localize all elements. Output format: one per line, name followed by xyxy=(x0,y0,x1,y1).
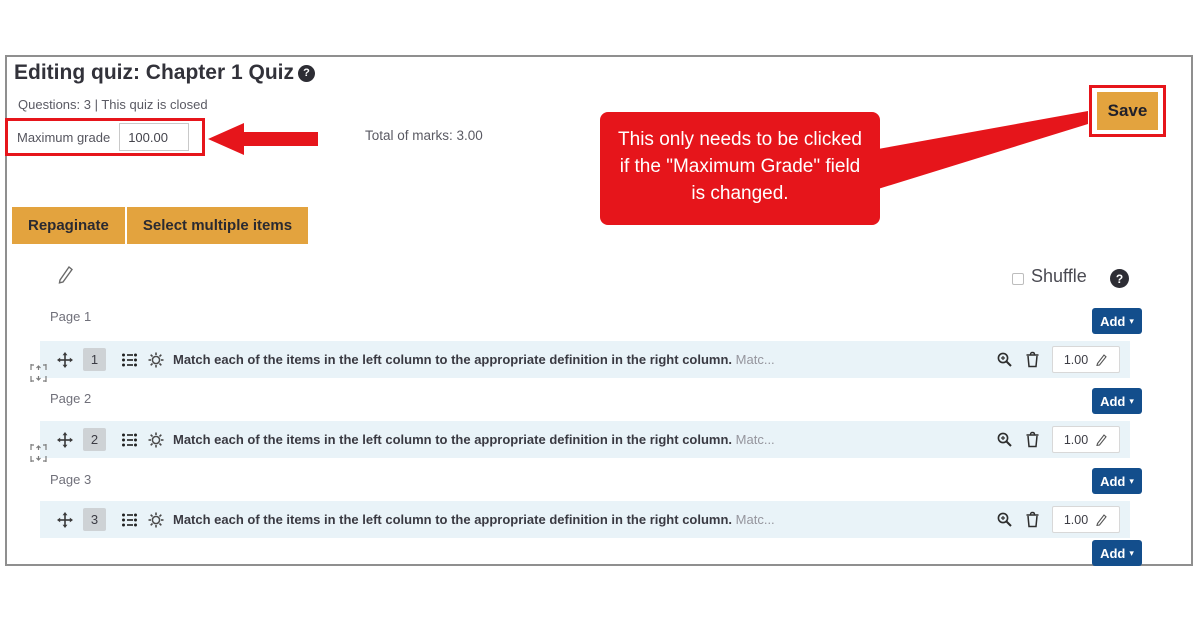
max-grade-input[interactable] xyxy=(119,123,189,151)
quiz-status-text: Questions: 3 | This quiz is closed xyxy=(18,97,208,112)
max-grade-label: Maximum grade xyxy=(17,129,111,145)
chevron-down-icon: ▾ xyxy=(1129,315,1134,326)
total-marks-text: Total of marks: 3.00 xyxy=(365,128,483,143)
move-question-icon[interactable] xyxy=(57,352,73,368)
page-1-label: Page 1 xyxy=(50,309,92,324)
edit-marks-pencil-icon xyxy=(1095,353,1108,366)
quiz-toolbar xyxy=(12,207,308,244)
question-link[interactable] xyxy=(173,352,775,367)
question-link[interactable] xyxy=(173,512,775,527)
question-number-badge: 2 xyxy=(83,428,106,451)
annotation-callout: This only needs to be clicked if the "Maximum Grade" field is changed. xyxy=(600,112,880,225)
add-button-page-3[interactable] xyxy=(1092,468,1142,494)
question-text: Match each of the items in the left column to the appropriate definition in the right column. xyxy=(173,432,733,447)
chevron-down-icon: ▾ xyxy=(1129,475,1134,486)
question-text-trail: Matc... xyxy=(735,512,775,527)
delete-question-button[interactable] xyxy=(1025,431,1040,448)
question-menu-icon[interactable] xyxy=(121,432,138,448)
question-marks-value: 1.00 xyxy=(1063,352,1089,367)
delete-question-button[interactable] xyxy=(1025,351,1040,368)
add-button-label: Add xyxy=(1100,313,1126,329)
question-marks-box[interactable] xyxy=(1052,426,1120,453)
add-button-label: Add xyxy=(1100,473,1126,489)
save-highlight-box xyxy=(1089,85,1166,137)
question-menu-icon[interactable] xyxy=(121,352,138,368)
edit-marks-pencil-icon xyxy=(1095,513,1108,526)
magnifier-icon xyxy=(996,511,1013,528)
add-button-label: Add xyxy=(1100,393,1126,409)
chevron-down-icon: ▾ xyxy=(1129,547,1134,558)
red-left-arrow-annotation xyxy=(206,121,320,157)
question-marks-box[interactable] xyxy=(1052,506,1120,533)
question-link[interactable] xyxy=(173,432,775,447)
question-text: Match each of the items in the left column to the appropriate definition in the right column. xyxy=(173,352,733,367)
add-button-page-2[interactable] xyxy=(1092,388,1142,414)
question-number-badge: 1 xyxy=(83,348,106,371)
callout-tail xyxy=(872,103,1092,193)
move-question-icon[interactable] xyxy=(57,512,73,528)
preview-question-button[interactable] xyxy=(996,351,1013,368)
question-text: Match each of the items in the left column to the appropriate definition in the right column. xyxy=(173,512,733,527)
shuffle-help-icon[interactable]: ? xyxy=(1110,269,1129,288)
gear-icon[interactable] xyxy=(148,512,164,528)
question-row-2 xyxy=(40,421,1130,458)
max-grade-highlight-box xyxy=(5,118,205,156)
question-number-badge: 3 xyxy=(83,508,106,531)
question-marks-value: 1.00 xyxy=(1063,432,1089,447)
chevron-down-icon: ▾ xyxy=(1129,395,1134,406)
page-title-text: Editing quiz: Chapter 1 Quiz xyxy=(14,61,294,84)
page-break-icon[interactable] xyxy=(29,442,48,464)
question-row-1 xyxy=(40,341,1130,378)
trash-icon xyxy=(1025,351,1040,368)
title-help-icon[interactable]: ? xyxy=(298,65,315,82)
add-button-end[interactable] xyxy=(1092,540,1142,566)
gear-icon[interactable] xyxy=(148,432,164,448)
repaginate-button[interactable]: Repaginate xyxy=(12,207,125,244)
trash-icon xyxy=(1025,511,1040,528)
page-break-icon[interactable] xyxy=(29,362,48,384)
save-button[interactable]: Save xyxy=(1097,92,1158,130)
page-title xyxy=(14,61,315,85)
page-3-label: Page 3 xyxy=(50,472,92,487)
magnifier-icon xyxy=(996,351,1013,368)
page-2-label: Page 2 xyxy=(50,391,92,406)
shuffle-checkbox[interactable] xyxy=(1012,273,1024,285)
question-row-3 xyxy=(40,501,1130,538)
gear-icon[interactable] xyxy=(148,352,164,368)
delete-question-button[interactable] xyxy=(1025,511,1040,528)
move-question-icon[interactable] xyxy=(57,432,73,448)
edit-heading-pencil-icon[interactable] xyxy=(55,261,75,285)
question-text-trail: Matc... xyxy=(735,352,775,367)
question-marks-value: 1.00 xyxy=(1063,512,1089,527)
edit-marks-pencil-icon xyxy=(1095,433,1108,446)
question-menu-icon[interactable] xyxy=(121,512,138,528)
add-button-page-1[interactable] xyxy=(1092,308,1142,334)
preview-question-button[interactable] xyxy=(996,511,1013,528)
magnifier-icon xyxy=(996,431,1013,448)
add-button-label: Add xyxy=(1100,545,1126,561)
question-text-trail: Matc... xyxy=(735,432,775,447)
select-multiple-items-button[interactable]: Select multiple items xyxy=(127,207,308,244)
trash-icon xyxy=(1025,431,1040,448)
shuffle-label: Shuffle xyxy=(1031,266,1087,286)
question-marks-box[interactable] xyxy=(1052,346,1120,373)
preview-question-button[interactable] xyxy=(996,431,1013,448)
